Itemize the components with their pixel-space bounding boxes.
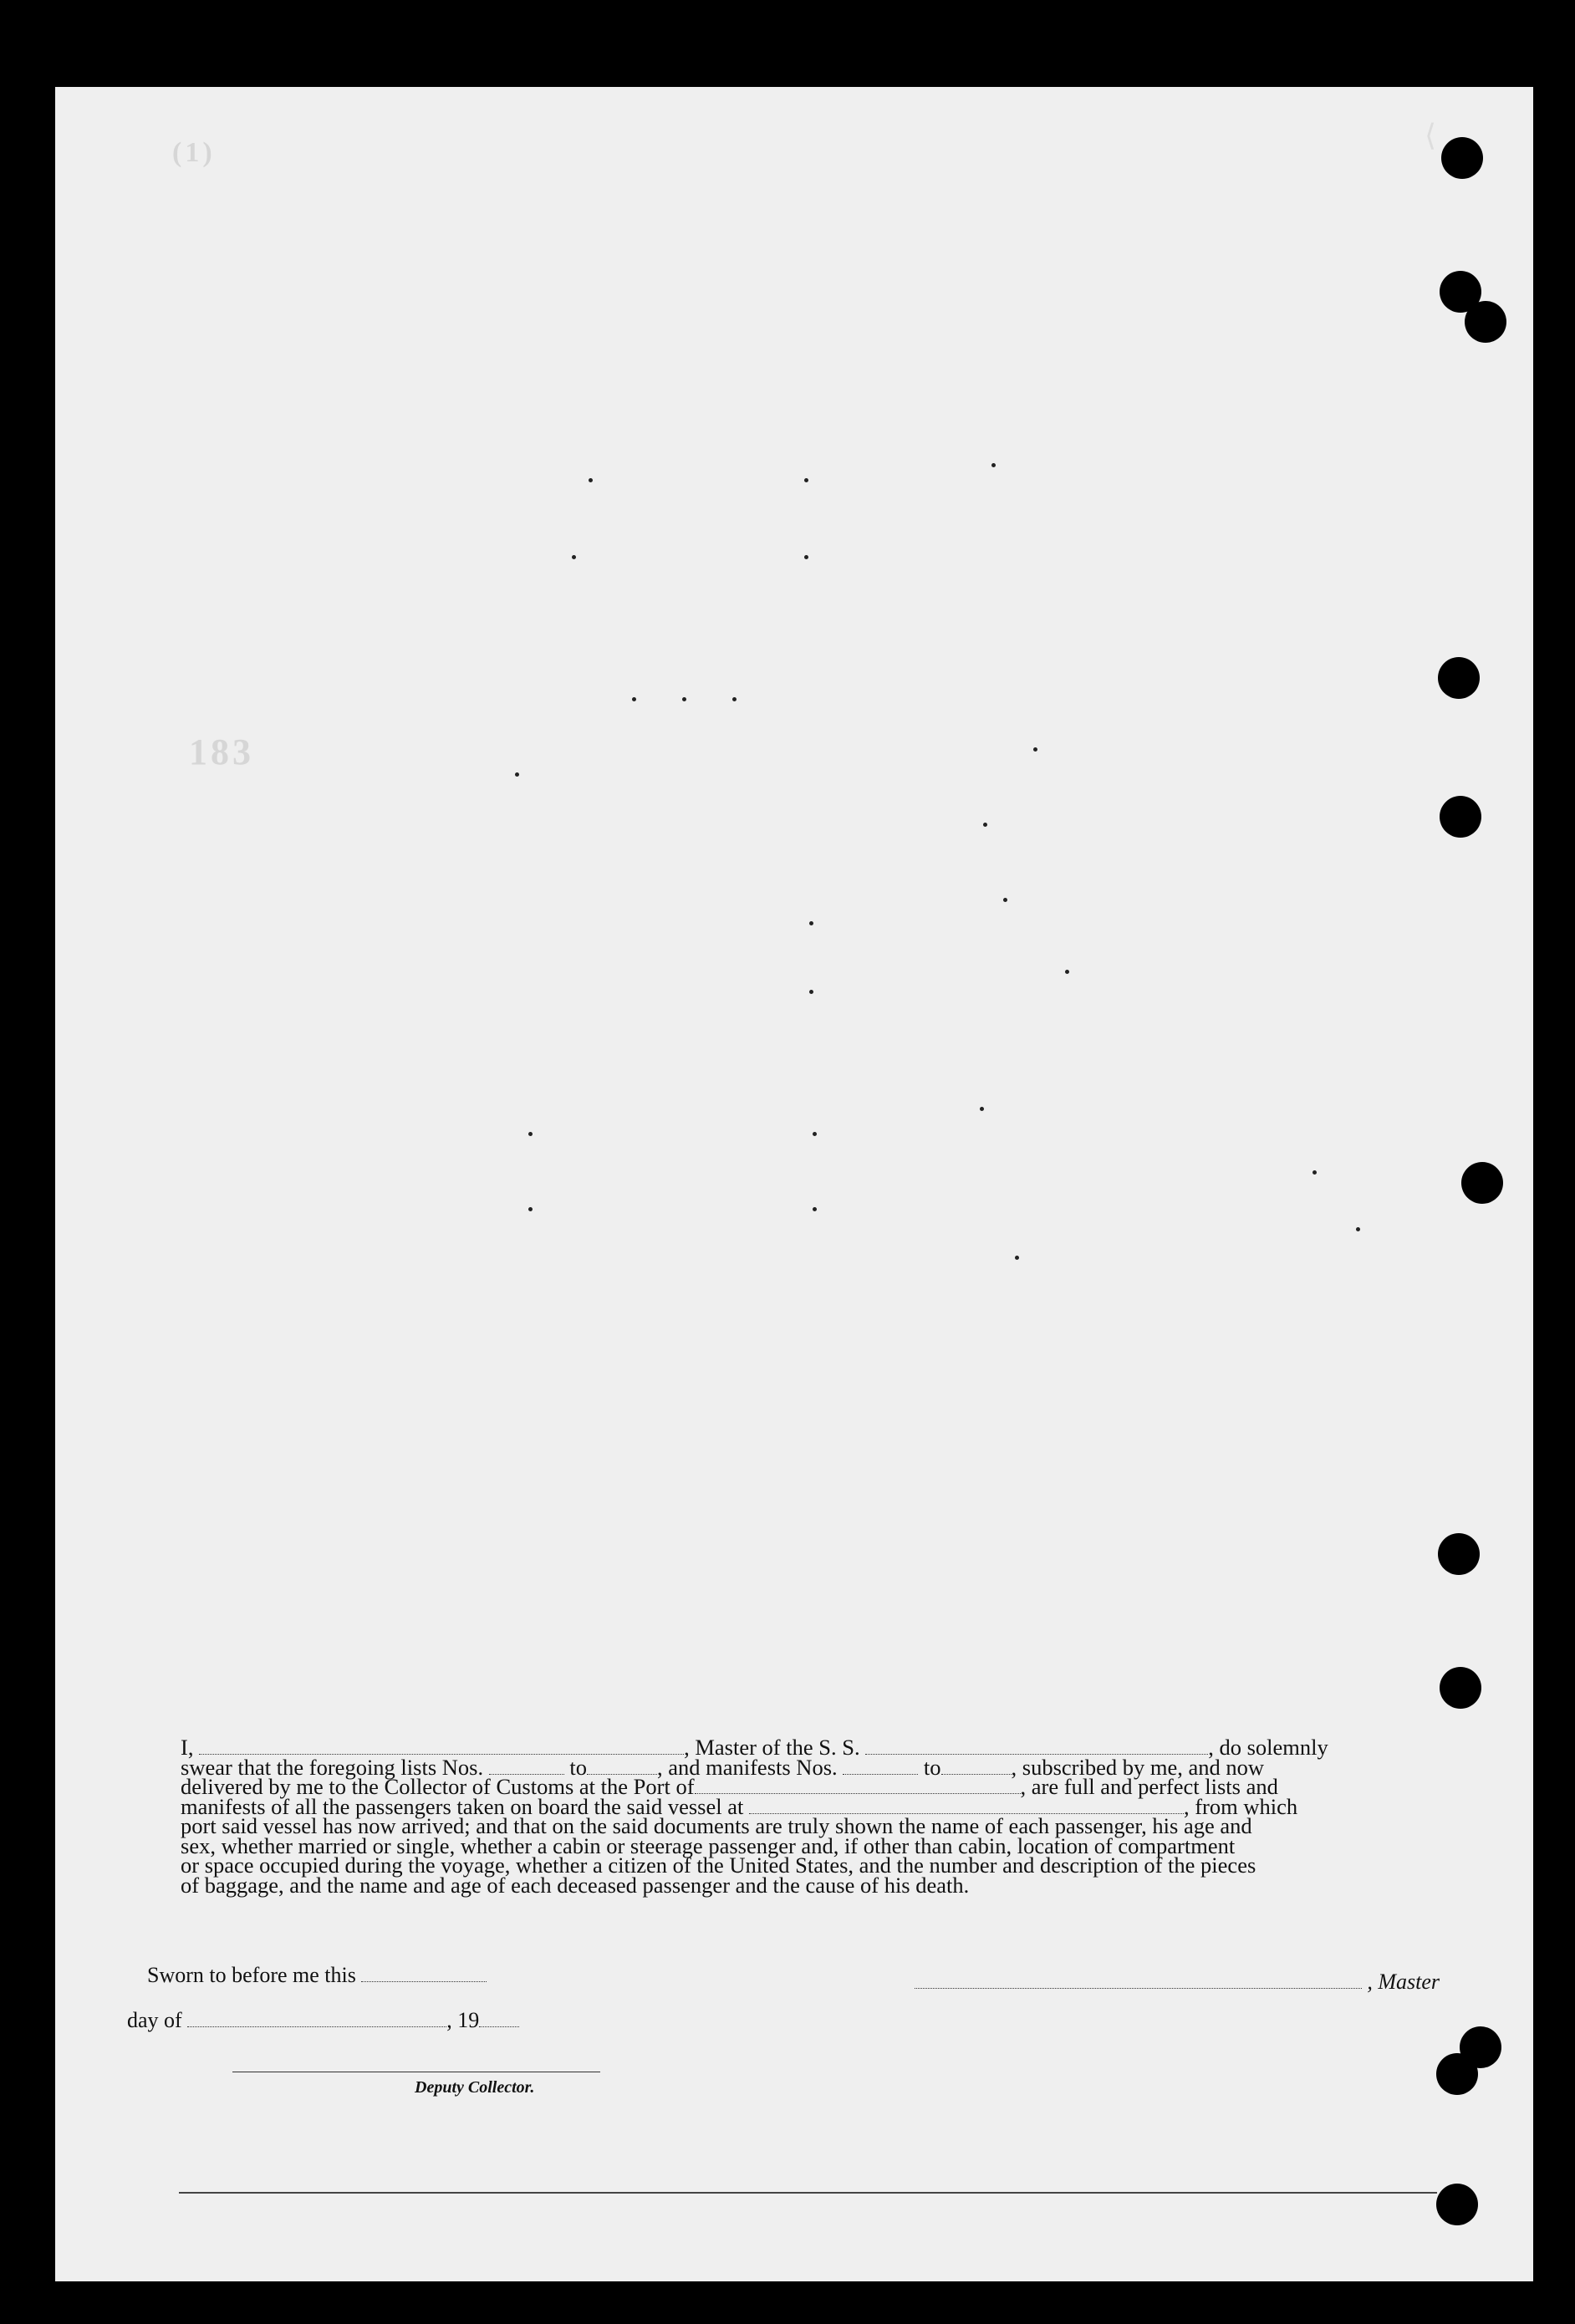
speck — [991, 463, 996, 467]
speck — [732, 697, 737, 701]
speck — [528, 1132, 533, 1136]
speck — [813, 1132, 817, 1136]
oath-line-5: port said vessel has now arrived; and that on the said documents are truly shown the name of each passenger, his age and — [181, 1813, 1252, 1838]
speck — [980, 1107, 984, 1111]
oath-paragraph — [181, 1735, 1441, 1898]
day-of-row — [127, 2008, 519, 2033]
speck — [809, 990, 813, 994]
corner-mark: ⟨ — [1425, 118, 1437, 152]
speck — [572, 555, 576, 559]
list-to-blank[interactable] — [587, 1761, 657, 1775]
bottom-rule — [179, 2192, 1437, 2194]
ship-name-blank[interactable] — [865, 1740, 1208, 1755]
speck — [813, 1207, 817, 1211]
master-signature-blank[interactable] — [915, 1988, 1362, 1989]
bleed-through-mark: (1) — [172, 137, 216, 168]
speck — [1003, 898, 1007, 902]
punch-hole — [1436, 2053, 1478, 2095]
oath-line-7: or space occupied during the voyage, whether a citizen of the United States, and the number and description of the pieces — [181, 1853, 1256, 1878]
month-blank[interactable] — [187, 2013, 446, 2027]
manifest-from-blank[interactable] — [843, 1761, 918, 1775]
oath-text: , are full and perfect lists and — [1020, 1774, 1278, 1799]
oath-line-8: of baggage, and the name and age of each deceased passenger and the cause of his death. — [181, 1872, 970, 1898]
year-blank[interactable] — [479, 2013, 519, 2027]
speck — [1015, 1256, 1019, 1260]
punch-hole — [1436, 2184, 1478, 2225]
master-signature-row — [905, 1970, 1440, 1995]
bleed-through-mark: 183 — [189, 731, 254, 772]
day-of-text: day of — [127, 2008, 182, 2032]
sworn-row — [147, 1963, 487, 1988]
port-blank[interactable] — [695, 1780, 1021, 1794]
punch-hole — [1438, 1533, 1480, 1575]
oath-text: to — [923, 1754, 941, 1780]
deputy-collector-label: Deputy Collector. — [415, 2078, 535, 2097]
punch-hole — [1441, 137, 1483, 179]
speck — [528, 1207, 533, 1211]
punch-hole — [1465, 301, 1506, 343]
speck — [589, 478, 593, 482]
name-blank[interactable] — [199, 1740, 684, 1755]
punch-hole — [1438, 657, 1480, 699]
master-label: , Master — [1367, 1970, 1440, 1994]
document-page — [55, 87, 1533, 2281]
oath-text: , and manifests Nos. — [656, 1754, 838, 1780]
speck — [809, 921, 813, 925]
oath-text: manifests of all the passengers taken on board the said vessel at — [181, 1793, 744, 1819]
speck — [1033, 747, 1037, 752]
speck — [1065, 970, 1069, 974]
punch-hole — [1461, 1162, 1503, 1204]
punch-hole — [1440, 796, 1481, 838]
speck — [804, 555, 808, 559]
speck — [804, 478, 808, 482]
speck — [983, 823, 987, 827]
sworn-day-blank[interactable] — [361, 1968, 487, 1982]
oath-text: delivered by me to the Collector of Customs at the Port of — [181, 1774, 695, 1799]
oath-text: to — [569, 1754, 587, 1780]
departure-port-blank[interactable] — [749, 1800, 1184, 1814]
oath-text: I, — [181, 1735, 194, 1760]
oath-text: , Master of the S. S. — [684, 1735, 860, 1760]
oath-text: swear that the foregoing lists Nos. — [181, 1754, 484, 1780]
oath-text: , do solemnly — [1208, 1735, 1328, 1760]
speck — [682, 697, 686, 701]
oath-text: , subscribed by me, and now — [1011, 1754, 1265, 1780]
speck — [1312, 1170, 1317, 1175]
oath-line-6: sex, whether married or single, whether a cabin or steerage passenger and, if other than cabin, location of compartment — [181, 1832, 1236, 1858]
oath-text: , from which — [1183, 1793, 1298, 1819]
manifest-to-blank[interactable] — [941, 1761, 1012, 1775]
speck — [632, 697, 636, 701]
year-prefix: , 19 — [446, 2008, 480, 2032]
speck — [515, 772, 519, 777]
speck — [1356, 1227, 1360, 1231]
punch-hole — [1440, 1667, 1481, 1709]
sworn-text: Sworn to before me this — [147, 1963, 356, 1987]
list-from-blank[interactable] — [489, 1761, 564, 1775]
